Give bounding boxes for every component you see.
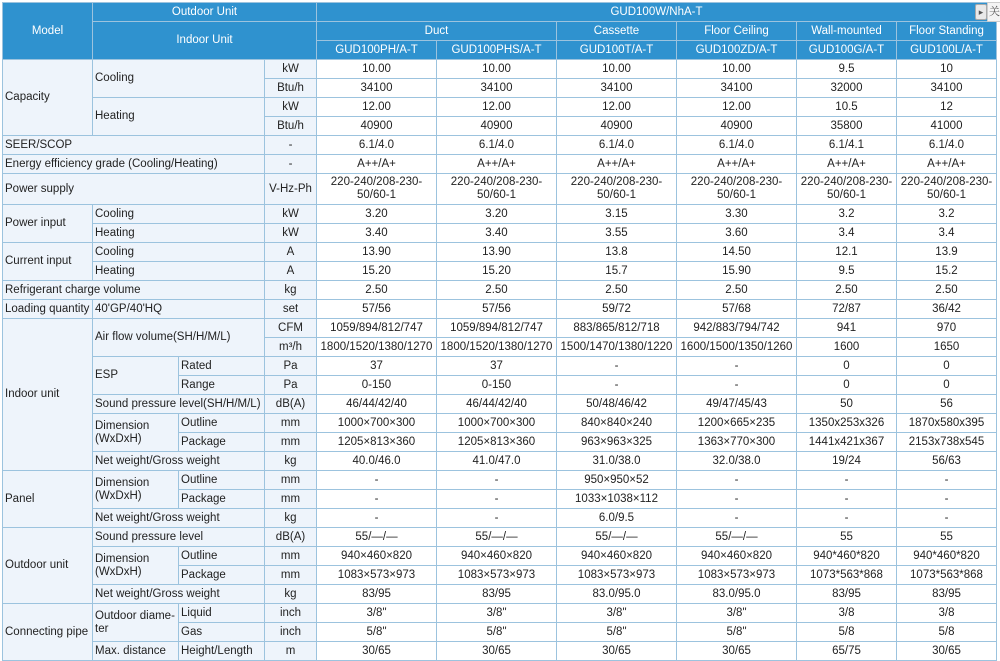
type-floor-standing-header: Floor Standing xyxy=(897,22,997,41)
value-cell: 34100 xyxy=(677,79,797,98)
expand-toggle-button[interactable]: ▸ xyxy=(975,4,987,20)
current-input-label: Current input xyxy=(3,243,93,281)
value-cell: - xyxy=(897,509,997,528)
value-cell: 55/—/— xyxy=(437,528,557,547)
sound-pressure-indoor-label: Sound pressure level(SH/H/M/L) xyxy=(93,395,265,414)
value-cell: 30/65 xyxy=(437,642,557,661)
value-cell: 1800/1520/1380/1270 xyxy=(437,338,557,357)
value-cell: 2.50 xyxy=(897,281,997,300)
unit-cell: inch xyxy=(265,623,317,642)
unit-cell: - xyxy=(265,136,317,155)
value-cell: 6.1/4.0 xyxy=(317,136,437,155)
value-cell: 220-240/208-230-50/60-1 xyxy=(317,174,437,205)
value-cell: 83.0/95.0 xyxy=(557,585,677,604)
value-cell: 2153x738x545 xyxy=(897,433,997,452)
indoor-model-header: GUD100T/A-T xyxy=(557,41,677,60)
dimension-label: Dimension (WxDxH) xyxy=(93,471,179,509)
unit-cell: kg xyxy=(265,585,317,604)
value-cell: 3/8" xyxy=(317,604,437,623)
value-cell: 6.0/9.5 xyxy=(557,509,677,528)
power-supply-label: Power supply xyxy=(3,174,265,205)
value-cell: 30/65 xyxy=(677,642,797,661)
value-cell: 940×460×820 xyxy=(557,547,677,566)
value-cell: 2.50 xyxy=(317,281,437,300)
value-cell: 35800 xyxy=(797,117,897,136)
unit-cell: dB(A) xyxy=(265,528,317,547)
net-gross-label: Net weight/Gross weight xyxy=(93,509,265,528)
value-cell: 6.1/4.0 xyxy=(897,136,997,155)
value-cell: 55 xyxy=(797,528,897,547)
unit-cell: CFM xyxy=(265,319,317,338)
value-cell: 13.8 xyxy=(557,243,677,262)
value-cell: 0-150 xyxy=(437,376,557,395)
package-label: Package xyxy=(179,433,265,452)
unit-cell: m xyxy=(265,642,317,661)
value-cell: 10.00 xyxy=(557,60,677,79)
value-cell: 1500/1470/1380/1220 xyxy=(557,338,677,357)
value-cell: 50 xyxy=(797,395,897,414)
value-cell: 31.0/38.0 xyxy=(557,452,677,471)
value-cell: 55 xyxy=(897,528,997,547)
value-cell: 1600/1500/1350/1260 xyxy=(677,338,797,357)
value-cell: 3/8 xyxy=(797,604,897,623)
value-cell: 1059/894/812/747 xyxy=(317,319,437,338)
value-cell: 3/8 xyxy=(897,604,997,623)
value-cell: 40900 xyxy=(437,117,557,136)
unit-cell: kW xyxy=(265,205,317,224)
unit-cell: mm xyxy=(265,471,317,490)
loading-quantity-label: Loading quantity xyxy=(3,300,93,319)
value-cell: 32.0/38.0 xyxy=(677,452,797,471)
outline-label: Outline xyxy=(179,414,265,433)
unit-cell: kW xyxy=(265,224,317,243)
indoor-unit-label: Indoor unit xyxy=(3,319,93,471)
value-cell: 30/65 xyxy=(897,642,997,661)
value-cell: 840×840×240 xyxy=(557,414,677,433)
unit-cell: inch xyxy=(265,604,317,623)
value-cell: 970 xyxy=(897,319,997,338)
value-cell: 3.4 xyxy=(897,224,997,243)
panel-label: Panel xyxy=(3,471,93,528)
unit-cell: kg xyxy=(265,281,317,300)
outdoor-model-header: GUD100W/NhA-T xyxy=(317,3,997,22)
value-cell: 15.20 xyxy=(317,262,437,281)
unit-cell: A xyxy=(265,243,317,262)
outdoor-unit-header: Outdoor Unit xyxy=(93,3,317,22)
value-cell: A++/A+ xyxy=(317,155,437,174)
value-cell: 3.55 xyxy=(557,224,677,243)
value-cell: 65/75 xyxy=(797,642,897,661)
value-cell: 3.40 xyxy=(437,224,557,243)
value-cell: 37 xyxy=(317,357,437,376)
type-wall-mounted-header: Wall-mounted xyxy=(797,22,897,41)
value-cell: 3/8" xyxy=(437,604,557,623)
value-cell: 13.90 xyxy=(317,243,437,262)
value-cell: 0 xyxy=(797,376,897,395)
value-cell: 12.1 xyxy=(797,243,897,262)
value-cell: - xyxy=(557,376,677,395)
value-cell: 10.5 xyxy=(797,98,897,117)
power-input-label: Power input xyxy=(3,205,93,243)
value-cell: 5/8" xyxy=(317,623,437,642)
value-cell: 56/63 xyxy=(897,452,997,471)
value-cell: 220-240/208-230-50/60-1 xyxy=(557,174,677,205)
unit-cell: Btu/h xyxy=(265,79,317,98)
value-cell: 32000 xyxy=(797,79,897,98)
max-distance-label: Max. distance xyxy=(93,642,179,661)
value-cell: 13.9 xyxy=(897,243,997,262)
value-cell: 34100 xyxy=(437,79,557,98)
value-cell: - xyxy=(677,471,797,490)
value-cell: 220-240/208-230-50/60-1 xyxy=(797,174,897,205)
value-cell: 1059/894/812/747 xyxy=(437,319,557,338)
refrigerant-label: Refrigerant charge volume xyxy=(3,281,265,300)
value-cell: 12.00 xyxy=(437,98,557,117)
value-cell: 15.90 xyxy=(677,262,797,281)
value-cell: - xyxy=(797,471,897,490)
unit-cell: dB(A) xyxy=(265,395,317,414)
value-cell: 46/44/42/40 xyxy=(317,395,437,414)
value-cell: 941 xyxy=(797,319,897,338)
value-cell: 1083×573×973 xyxy=(677,566,797,585)
value-cell: 1870x580x395 xyxy=(897,414,997,433)
value-cell: 57/56 xyxy=(437,300,557,319)
value-cell: 30/65 xyxy=(317,642,437,661)
value-cell: - xyxy=(677,376,797,395)
value-cell: - xyxy=(437,509,557,528)
value-cell: 49/47/45/43 xyxy=(677,395,797,414)
outdoor-unit-label: Outdoor unit xyxy=(3,528,93,604)
value-cell: - xyxy=(677,490,797,509)
value-cell: 1083×573×973 xyxy=(437,566,557,585)
unit-cell: V-Hz-Ph xyxy=(265,174,317,205)
unit-cell: set xyxy=(265,300,317,319)
dimension-label: Dimension (WxDxH) xyxy=(93,414,179,452)
value-cell: 12.00 xyxy=(557,98,677,117)
value-cell: 30/65 xyxy=(557,642,677,661)
value-cell: 2.50 xyxy=(797,281,897,300)
value-cell: 10 xyxy=(897,60,997,79)
value-cell: 83/95 xyxy=(437,585,557,604)
value-cell: 940×460×820 xyxy=(677,547,797,566)
value-cell: 14.50 xyxy=(677,243,797,262)
value-cell: 0 xyxy=(897,376,997,395)
value-cell: 5/8 xyxy=(797,623,897,642)
unit-cell: kg xyxy=(265,509,317,528)
value-cell: 940×460×820 xyxy=(317,547,437,566)
value-cell: 40900 xyxy=(317,117,437,136)
indoor-model-header: GUD100G/A-T xyxy=(797,41,897,60)
value-cell: - xyxy=(677,357,797,376)
value-cell: 3.20 xyxy=(437,205,557,224)
unit-cell: Pa xyxy=(265,376,317,395)
value-cell: 3.60 xyxy=(677,224,797,243)
indoor-model-header: GUD100PH/A-T xyxy=(317,41,437,60)
value-cell: 34100 xyxy=(557,79,677,98)
type-duct-header: Duct xyxy=(317,22,557,41)
value-cell: A++/A+ xyxy=(677,155,797,174)
value-cell: A++/A+ xyxy=(897,155,997,174)
value-cell: 36/42 xyxy=(897,300,997,319)
value-cell: 942/883/794/742 xyxy=(677,319,797,338)
value-cell: 15.2 xyxy=(897,262,997,281)
value-cell: 9.5 xyxy=(797,262,897,281)
value-cell: 220-240/208-230-50/60-1 xyxy=(677,174,797,205)
value-cell: 1650 xyxy=(897,338,997,357)
value-cell: 3.20 xyxy=(317,205,437,224)
value-cell: 0 xyxy=(797,357,897,376)
value-cell: 10.00 xyxy=(677,60,797,79)
value-cell: - xyxy=(557,357,677,376)
value-cell: 1073*563*868 xyxy=(797,566,897,585)
value-cell: 15.20 xyxy=(437,262,557,281)
gas-label: Gas xyxy=(179,623,265,642)
net-gross-label: Net weight/Gross weight xyxy=(93,452,265,471)
value-cell: 50/48/46/42 xyxy=(557,395,677,414)
unit-cell: Pa xyxy=(265,357,317,376)
seer-label: SEER/SCOP xyxy=(3,136,265,155)
value-cell: 10.00 xyxy=(437,60,557,79)
value-cell: 34100 xyxy=(897,79,997,98)
value-cell: 1600 xyxy=(797,338,897,357)
value-cell: 1083×573×973 xyxy=(317,566,437,585)
value-cell: 72/87 xyxy=(797,300,897,319)
value-cell: 3.40 xyxy=(317,224,437,243)
value-cell: 1441x421x367 xyxy=(797,433,897,452)
value-cell: 41000 xyxy=(897,117,997,136)
esp-label: ESP xyxy=(93,357,179,395)
value-cell: 1363×770×300 xyxy=(677,433,797,452)
value-cell: 3.30 xyxy=(677,205,797,224)
value-cell: - xyxy=(317,471,437,490)
value-cell: 3/8" xyxy=(677,604,797,623)
value-cell: 10.00 xyxy=(317,60,437,79)
value-cell: 59/72 xyxy=(557,300,677,319)
energy-label: Energy efficiency grade (Cooling/Heating) xyxy=(3,155,265,174)
unit-cell: kg xyxy=(265,452,317,471)
spec-table xyxy=(2,2,997,661)
indoor-unit-header: Indoor Unit xyxy=(93,22,317,60)
unit-cell: mm xyxy=(265,414,317,433)
type-floor-ceiling-header: Floor Ceiling xyxy=(677,22,797,41)
capacity-label: Capacity xyxy=(3,60,93,136)
value-cell: 1200×665×235 xyxy=(677,414,797,433)
value-cell: A++/A+ xyxy=(797,155,897,174)
value-cell: 940*460*820 xyxy=(797,547,897,566)
value-cell: 6.1/4.0 xyxy=(557,136,677,155)
value-cell: 5/8" xyxy=(677,623,797,642)
value-cell: 1350x253x326 xyxy=(797,414,897,433)
value-cell: 40.0/46.0 xyxy=(317,452,437,471)
value-cell: 5/8" xyxy=(437,623,557,642)
value-cell: - xyxy=(317,509,437,528)
value-cell: 940×460×820 xyxy=(437,547,557,566)
net-gross-label: Net weight/Gross weight xyxy=(93,585,265,604)
value-cell: 6.1/4.0 xyxy=(677,136,797,155)
unit-cell: mm xyxy=(265,547,317,566)
value-cell: 34100 xyxy=(317,79,437,98)
value-cell: 883/865/812/718 xyxy=(557,319,677,338)
value-cell: 1073*563*868 xyxy=(897,566,997,585)
value-cell: 2.50 xyxy=(437,281,557,300)
indoor-model-header: GUD100L/A-T xyxy=(897,41,997,60)
value-cell: 55/—/— xyxy=(317,528,437,547)
value-cell: 83/95 xyxy=(897,585,997,604)
cooling-label: Cooling xyxy=(93,60,265,98)
value-cell: 12 xyxy=(897,98,997,117)
loading-sub-label: 40'GP/40'HQ xyxy=(93,300,265,319)
rated-label: Rated xyxy=(179,357,265,376)
connecting-pipe-label: Connecting pipe xyxy=(3,604,93,661)
outdoor-diameter-label: Outdoor diame-ter xyxy=(93,604,179,642)
value-cell: 940*460*820 xyxy=(897,547,997,566)
value-cell: 1205×813×360 xyxy=(317,433,437,452)
value-cell: 3.15 xyxy=(557,205,677,224)
value-cell: 1800/1520/1380/1270 xyxy=(317,338,437,357)
value-cell: 220-240/208-230-50/60-1 xyxy=(897,174,997,205)
value-cell: 3.4 xyxy=(797,224,897,243)
value-cell: - xyxy=(677,509,797,528)
value-cell: 13.90 xyxy=(437,243,557,262)
model-header: Model xyxy=(3,3,93,60)
value-cell: - xyxy=(797,490,897,509)
value-cell: - xyxy=(897,471,997,490)
value-cell: 12.00 xyxy=(677,98,797,117)
range-label: Range xyxy=(179,376,265,395)
liquid-label: Liquid xyxy=(179,604,265,623)
value-cell: 83.0/95.0 xyxy=(677,585,797,604)
value-cell: 0 xyxy=(897,357,997,376)
heating-label: Heating xyxy=(93,98,265,136)
indoor-model-header: GUD100PHS/A-T xyxy=(437,41,557,60)
value-cell: 55/—/— xyxy=(677,528,797,547)
package-label: Package xyxy=(179,490,265,509)
heating-label: Heating xyxy=(93,262,265,281)
value-cell: 3/8" xyxy=(557,604,677,623)
value-cell: 1033×1038×112 xyxy=(557,490,677,509)
outline-label: Outline xyxy=(179,471,265,490)
value-cell: 963×963×325 xyxy=(557,433,677,452)
value-cell: 37 xyxy=(437,357,557,376)
sound-pressure-label: Sound pressure level xyxy=(93,528,265,547)
close-tab[interactable]: 关 xyxy=(987,2,1000,22)
value-cell: 5/8" xyxy=(557,623,677,642)
package-label: Package xyxy=(179,566,265,585)
outline-label: Outline xyxy=(179,547,265,566)
value-cell: 6.1/4.1 xyxy=(797,136,897,155)
value-cell: - xyxy=(437,490,557,509)
cooling-label: Cooling xyxy=(93,243,265,262)
value-cell: 1205×813×360 xyxy=(437,433,557,452)
value-cell: 5/8 xyxy=(897,623,997,642)
unit-cell: mm xyxy=(265,566,317,585)
value-cell: 6.1/4.0 xyxy=(437,136,557,155)
value-cell: 2.50 xyxy=(557,281,677,300)
value-cell: 2.50 xyxy=(677,281,797,300)
cooling-label: Cooling xyxy=(93,205,265,224)
value-cell: - xyxy=(897,490,997,509)
value-cell: 83/95 xyxy=(797,585,897,604)
height-length-label: Height/Length xyxy=(179,642,265,661)
unit-cell: kW xyxy=(265,98,317,117)
value-cell: 950×950×52 xyxy=(557,471,677,490)
value-cell: - xyxy=(437,471,557,490)
unit-cell: kW xyxy=(265,60,317,79)
value-cell: 3.2 xyxy=(897,205,997,224)
indoor-model-header: GUD100ZD/A-T xyxy=(677,41,797,60)
unit-cell: mm xyxy=(265,490,317,509)
value-cell: 3.2 xyxy=(797,205,897,224)
heating-label: Heating xyxy=(93,224,265,243)
value-cell: 12.00 xyxy=(317,98,437,117)
value-cell: 9.5 xyxy=(797,60,897,79)
value-cell: 40900 xyxy=(677,117,797,136)
value-cell: - xyxy=(317,490,437,509)
value-cell: 41.0/47.0 xyxy=(437,452,557,471)
unit-cell: m³/h xyxy=(265,338,317,357)
value-cell: 55/—/— xyxy=(557,528,677,547)
type-cassette-header: Cassette xyxy=(557,22,677,41)
value-cell: 83/95 xyxy=(317,585,437,604)
dimension-label: Dimension (WxDxH) xyxy=(93,547,179,585)
value-cell: 40900 xyxy=(557,117,677,136)
value-cell: 57/56 xyxy=(317,300,437,319)
value-cell: A++/A+ xyxy=(557,155,677,174)
value-cell: 56 xyxy=(897,395,997,414)
value-cell: 1083×573×973 xyxy=(557,566,677,585)
air-flow-label: Air flow volume(SH/H/M/L) xyxy=(93,319,265,357)
value-cell: 57/68 xyxy=(677,300,797,319)
value-cell: 0-150 xyxy=(317,376,437,395)
value-cell: 15.7 xyxy=(557,262,677,281)
value-cell: 220-240/208-230-50/60-1 xyxy=(437,174,557,205)
value-cell: 46/44/42/40 xyxy=(437,395,557,414)
value-cell: 1000×700×300 xyxy=(437,414,557,433)
unit-cell: mm xyxy=(265,433,317,452)
value-cell: A++/A+ xyxy=(437,155,557,174)
unit-cell: Btu/h xyxy=(265,117,317,136)
value-cell: - xyxy=(797,509,897,528)
value-cell: 19/24 xyxy=(797,452,897,471)
unit-cell: - xyxy=(265,155,317,174)
unit-cell: A xyxy=(265,262,317,281)
value-cell: 1000×700×300 xyxy=(317,414,437,433)
